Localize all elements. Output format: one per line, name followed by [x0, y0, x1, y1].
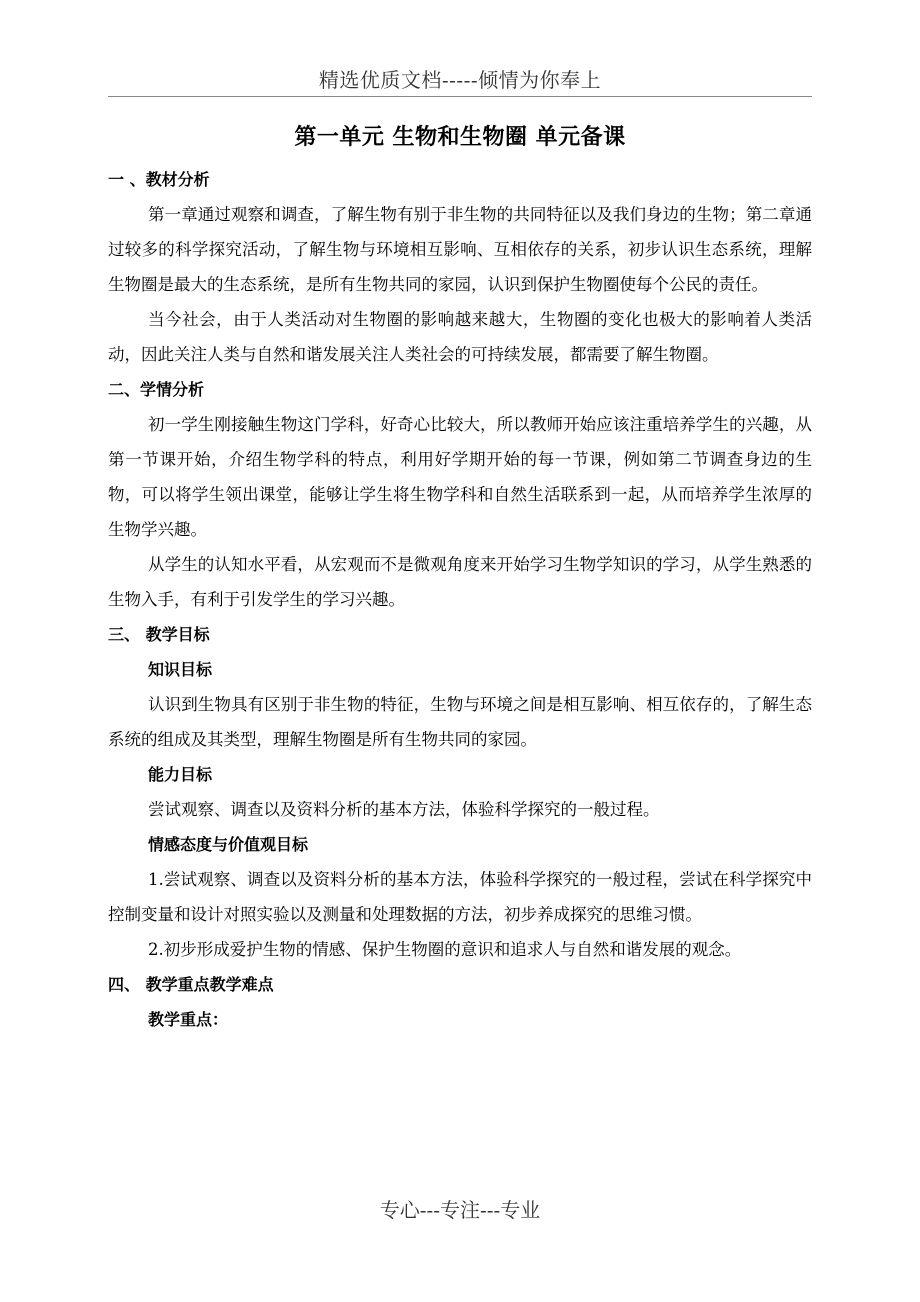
- paragraph: 尝试观察、调查以及资料分析的基本方法，体验科学探究的一般过程。: [148, 800, 660, 819]
- paragraph: 初一学生刚接触生物这门学科，好奇心比较大，所以教师开始应该注重培养学生的兴趣，从第一节课开始，介绍生物学科的特点，利用好学期开始的每一节课，例如第二节调查身边的生物，可以将学生领出课堂，能够让学生将生物学科和自然生活联系到一起，从而培养学生浓厚的生物学兴趣。: [108, 415, 812, 539]
- subheading-knowledge: 知识目标: [148, 660, 213, 679]
- section-student-analysis: [108, 372, 812, 617]
- document-body: [108, 162, 812, 1037]
- paragraph: 第一章通过观察和调查，了解生物有别于非生物的共同特征以及我们身边的生物；第二章通过较多的科学探究活动，了解生物与环境相互影响、互相依存的关系，初步认识生态系统，理解生物圈是最大的生态系统，是所有生物共同的家园，认识到保护生物圈使每个公民的责任。: [108, 205, 812, 294]
- section-key-points: [108, 967, 812, 1037]
- subheading-key-points: 教学重点：: [148, 1010, 229, 1029]
- section-teaching-goals: [108, 617, 812, 967]
- paragraph: 当今社会，由于人类活动对生物圈的影响越来越大，生物圈的变化也极大的影响着人类活动，因此关注人类与自然和谐发展关注人类社会的可持续发展，都需要了解生物圈。: [108, 310, 812, 364]
- document-title: 第一单元 生物和生物圈 单元备课: [294, 125, 626, 150]
- paragraph: 2.初步形成爱护生物的情感、保护生物圈的意识和追求人与自然和谐发展的观念。: [148, 940, 742, 959]
- page-footer: 专心---专注---专业: [379, 1198, 541, 1222]
- section-heading: 一 、教材分析: [108, 170, 210, 189]
- paragraph: 认识到生物具有区别于非生物的特征，生物与环境之间是相互影响、相互依存的，了解生态系统的组成及其类型，理解生物圈是所有生物共同的家园。: [108, 695, 812, 749]
- header-text: 精选优质文档-----倾情为你奉上: [318, 68, 602, 92]
- section-heading: 二、学情分析: [108, 380, 205, 399]
- paragraph: 从学生的认知水平看，从宏观而不是微观角度来开始学习生物学知识的学习，从学生熟悉的生物入手，有利于引发学生的学习兴趣。: [108, 555, 812, 609]
- subheading-ability: 能力目标: [148, 765, 213, 784]
- section-heading: 四、 教学重点教学难点: [108, 975, 274, 994]
- header-divider: [108, 96, 812, 97]
- paragraph: 1.尝试观察、调查以及资料分析的基本方法，体验科学探究的一般过程，尝试在科学探究中控制变量和设计对照实验以及测量和处理数据的方法，初步养成探究的思维习惯。: [108, 870, 812, 924]
- subheading-emotion: 情感态度与价值观目标: [148, 835, 309, 854]
- section-heading: 三、 教学目标: [108, 625, 210, 644]
- section-textbook-analysis: [108, 162, 812, 372]
